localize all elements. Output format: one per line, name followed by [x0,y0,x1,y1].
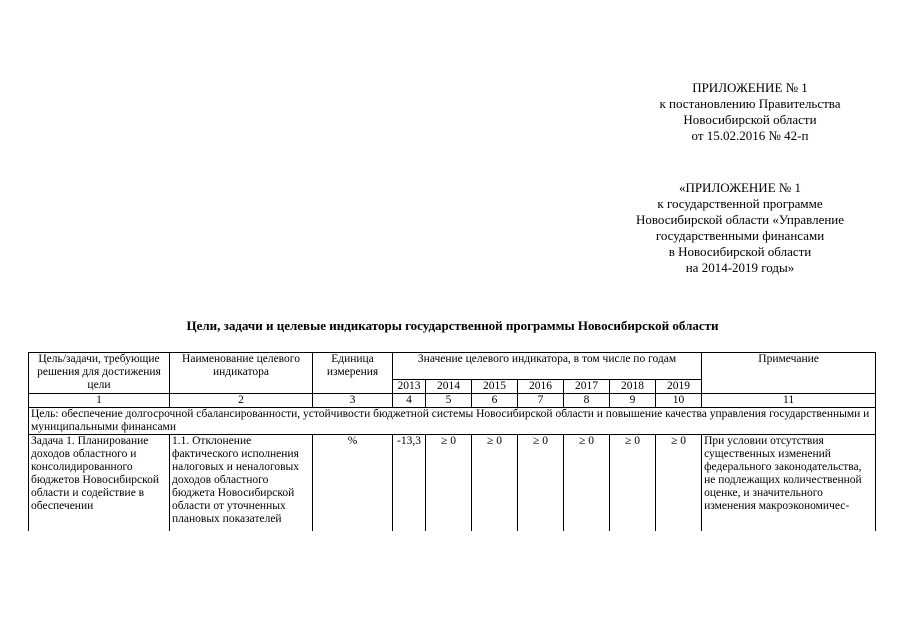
year-cell: 2013 [393,380,426,394]
header-unit: Единица измерения [313,353,393,394]
year-cell: 2015 [472,380,518,394]
header-row [29,353,876,380]
appendix-2-line: к государственной программе [657,196,823,211]
value-cell: ≥ 0 [610,435,656,532]
year-cell: 2014 [426,380,472,394]
document-title: Цели, задачи и целевые индикаторы государственной программы Новосибирской области [186,318,719,333]
appendix-1-line: Новосибирской области [683,112,817,127]
appendix-1-header [600,80,900,144]
column-number: 8 [564,394,610,408]
column-number: 3 [313,394,393,408]
header-note: Примечание [702,353,876,394]
appendix-2-line: в Новосибирской области [668,244,812,259]
appendix-2-line: Новосибирской области «Управление [635,212,845,227]
column-number: 10 [656,394,702,408]
indicator-cell: 1.1. Отклонение фактического исполнения налоговых и неналоговых доходов областного бюджета Новосибирской области от уточненных плановых показателей [170,435,313,532]
column-numbers-row [29,394,876,408]
goal-cell: Цель: обеспечение долгосрочной сбалансированности, устойчивости бюджетной системы Новосибирской области и повышение качества управления государственными и муниципальными финансами [29,408,876,435]
column-number: 7 [518,394,564,408]
appendix-1-line: ПРИЛОЖЕНИЕ № 1 [692,80,808,95]
column-number: 9 [610,394,656,408]
value-cell: ≥ 0 [518,435,564,532]
header-goal: Цель/задачи, требующие решения для достижения цели [29,353,170,394]
goal-row [29,408,876,435]
column-number: 6 [472,394,518,408]
value-cell: ≥ 0 [472,435,518,532]
header-indicator: Наименование целевого индикатора [170,353,313,394]
task-cell: Задача 1. Планирование доходов областного и консолидированного бюджетов Новосибирской области и содействие в обеспечении [29,435,170,532]
value-cell: -13,3 [393,435,426,532]
year-cell: 2017 [564,380,610,394]
year-cell: 2018 [610,380,656,394]
table-row [29,435,876,532]
column-number: 5 [426,394,472,408]
column-number: 11 [702,394,876,408]
appendix-1-line: к постановлению Правительства [659,96,841,111]
unit-cell: % [313,435,393,532]
header-value: Значение целевого индикатора, в том числе по годам [393,353,702,380]
appendix-1-line: от 15.02.2016 № 42-п [691,128,809,143]
year-cell: 2016 [518,380,564,394]
appendix-2-line: государственными финансами [655,228,825,243]
value-cell: ≥ 0 [426,435,472,532]
appendix-2-line: «ПРИЛОЖЕНИЕ № 1 [678,180,802,195]
column-number: 2 [170,394,313,408]
indicators-table [28,352,876,531]
appendix-2-header [560,180,905,276]
column-number: 1 [29,394,170,408]
column-number: 4 [393,394,426,408]
year-cell: 2019 [656,380,702,394]
value-cell: ≥ 0 [564,435,610,532]
appendix-2-line: на 2014-2019 годы» [685,260,795,275]
note-cell: При условии отсутствия существенных изменений федерального законодательства, не подлежащих количественной оценке, и значительного изменения макроэкономичес- [702,435,876,532]
value-cell: ≥ 0 [656,435,702,532]
